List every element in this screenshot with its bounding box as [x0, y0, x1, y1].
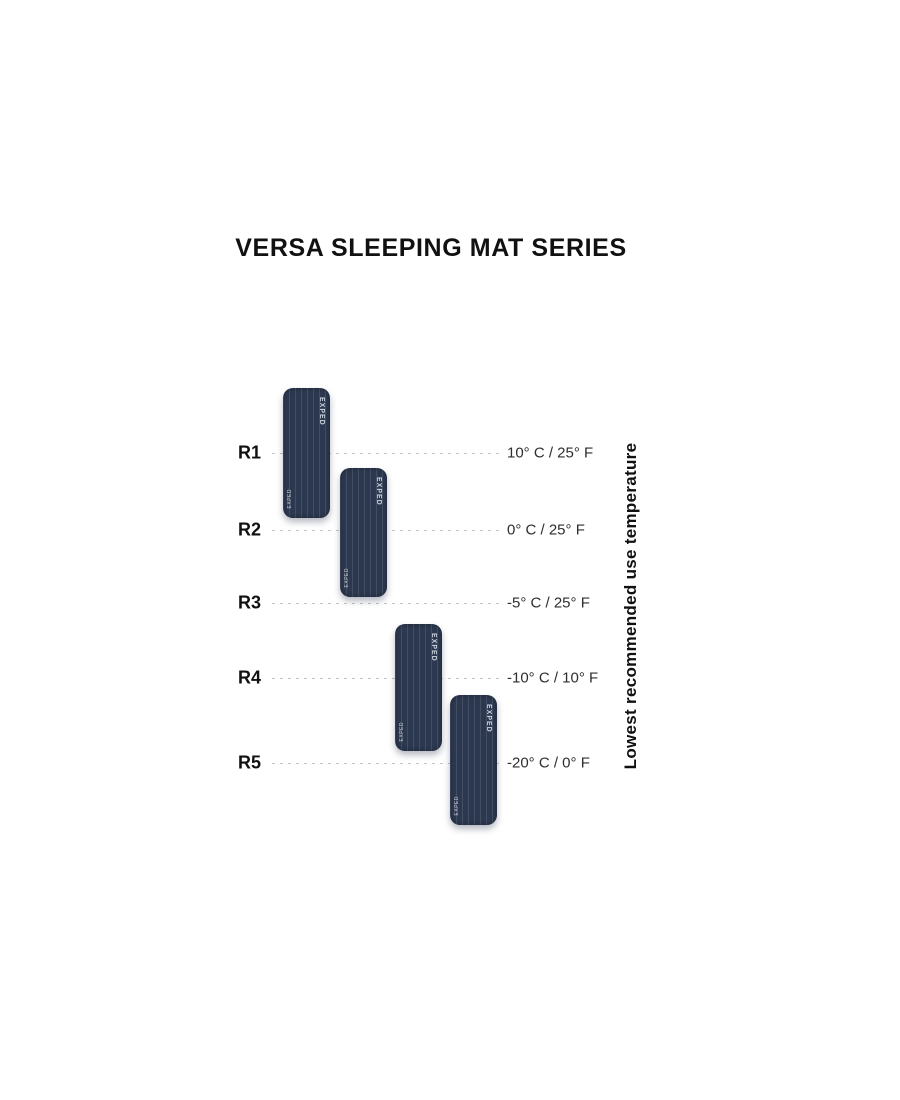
sleeping-mat-r5: [450, 695, 497, 825]
rating-label-r1: R1: [238, 442, 262, 463]
temp-label-r5: -20° C / 0° F: [507, 754, 590, 772]
mat-brand-logo: EXPED: [430, 633, 437, 662]
leader-line-r4: [272, 678, 503, 679]
mat-brand-logo: EXPED: [318, 397, 325, 426]
mat-small-mark: EXPED: [344, 567, 350, 587]
rating-label-r2: R2: [238, 519, 262, 540]
leader-line-r3: [272, 603, 503, 604]
temp-label-r2: 0° C / 25° F: [507, 521, 585, 539]
mat-brand-logo: EXPED: [375, 477, 382, 506]
rating-label-r3: R3: [238, 592, 262, 613]
sleeping-mat-r1: [283, 388, 330, 518]
temp-label-r1: 10° C / 25° F: [507, 444, 594, 462]
mat-brand-logo: EXPED: [485, 704, 492, 733]
sleeping-mat-r4: [395, 624, 442, 751]
mat-small-mark: EXPED: [454, 795, 460, 815]
chart-title: VERSA SLEEPING MAT SERIES: [235, 234, 627, 262]
mat-small-mark: EXPED: [287, 488, 293, 508]
temp-label-r3: -5° C / 25° F: [507, 594, 590, 612]
mat-small-mark: EXPED: [399, 721, 405, 741]
sleeping-mat-r2: [340, 468, 387, 597]
temp-label-r4: -10° C / 10° F: [507, 669, 599, 687]
y-axis-label: Lowest recommended use temperature: [621, 442, 640, 770]
leader-line-r2: [272, 530, 503, 531]
rating-label-r5: R5: [238, 752, 262, 773]
rating-label-r4: R4: [238, 667, 262, 688]
